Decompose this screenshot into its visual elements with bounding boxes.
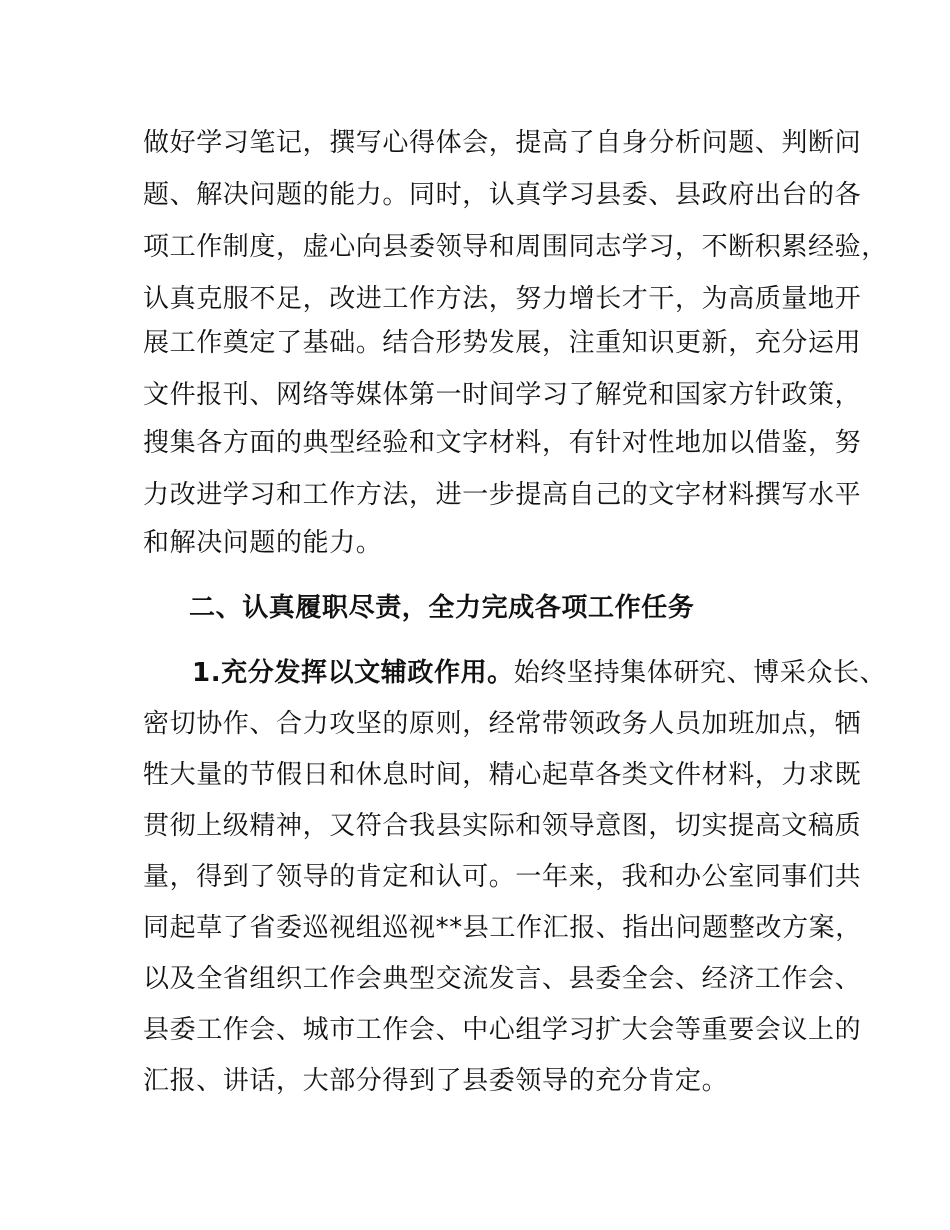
paragraph-line: 县委工作会、城市工作会、中心组学习扩大会等重要会议上的 — [143, 1015, 862, 1045]
paragraph-line: 认真克服不足，改进工作方法，努力增长才干，为高质量地开 — [143, 284, 862, 314]
paragraph-line: 同起草了省委巡视组巡视**县工作汇报、指出问题整改方案， — [143, 913, 862, 943]
paragraph-line: 力改进学习和工作方法，进一步提高自己的文字材料撰写水平 — [143, 480, 862, 510]
paragraph-line: 文件报刊、网络等媒体第一时间学习了解党和国家方针政策， — [143, 380, 862, 410]
paragraph-line: 牲大量的节假日和休息时间，精心起草各类文件材料，力求既 — [143, 760, 862, 790]
paragraph-line: 汇报、讲话，大部分得到了县委领导的充分肯定。 — [143, 1066, 729, 1096]
paragraph-line: 以及全省组织工作会典型交流发言、县委全会、经济工作会、 — [143, 964, 862, 994]
paragraph-line: 项工作制度，虚心向县委领导和周围同志学习，不断积累经验， — [143, 232, 888, 262]
paragraph-line: 搜集各方面的典型经验和文字材料，有针对性地加以借鉴，努 — [143, 428, 862, 458]
paragraph-line: 和解决问题的能力。 — [143, 528, 383, 558]
paragraph-line: 密切协作、合力攻坚的原则，经常带领政务人员加班加点，牺 — [143, 709, 862, 739]
paragraph-line: 贯彻上级精神，又符合我县实际和领导意图，切实提高文稿质 — [143, 811, 862, 841]
paragraph-lead: 1.充分发挥以文辅政作用。 — [192, 658, 514, 688]
paragraph-first-line-text: 始终坚持集体研究、博采众长、 — [513, 658, 887, 688]
section-heading: 二、认真履职尽责，全力完成各项工作任务 — [189, 593, 695, 623]
paragraph-first-line — [192, 660, 886, 686]
paragraph-line: 量，得到了领导的肯定和认可。一年来，我和办公室同事们共 — [143, 862, 862, 892]
paragraph-line: 做好学习笔记，撰写心得体会，提高了自身分析问题、判断问 — [143, 128, 862, 158]
paragraph-line: 题、解决问题的能力。同时，认真学习县委、县政府出台的各 — [143, 180, 862, 210]
paragraph-line: 展工作奠定了基础。结合形势发展，注重知识更新，充分运用 — [143, 328, 862, 358]
